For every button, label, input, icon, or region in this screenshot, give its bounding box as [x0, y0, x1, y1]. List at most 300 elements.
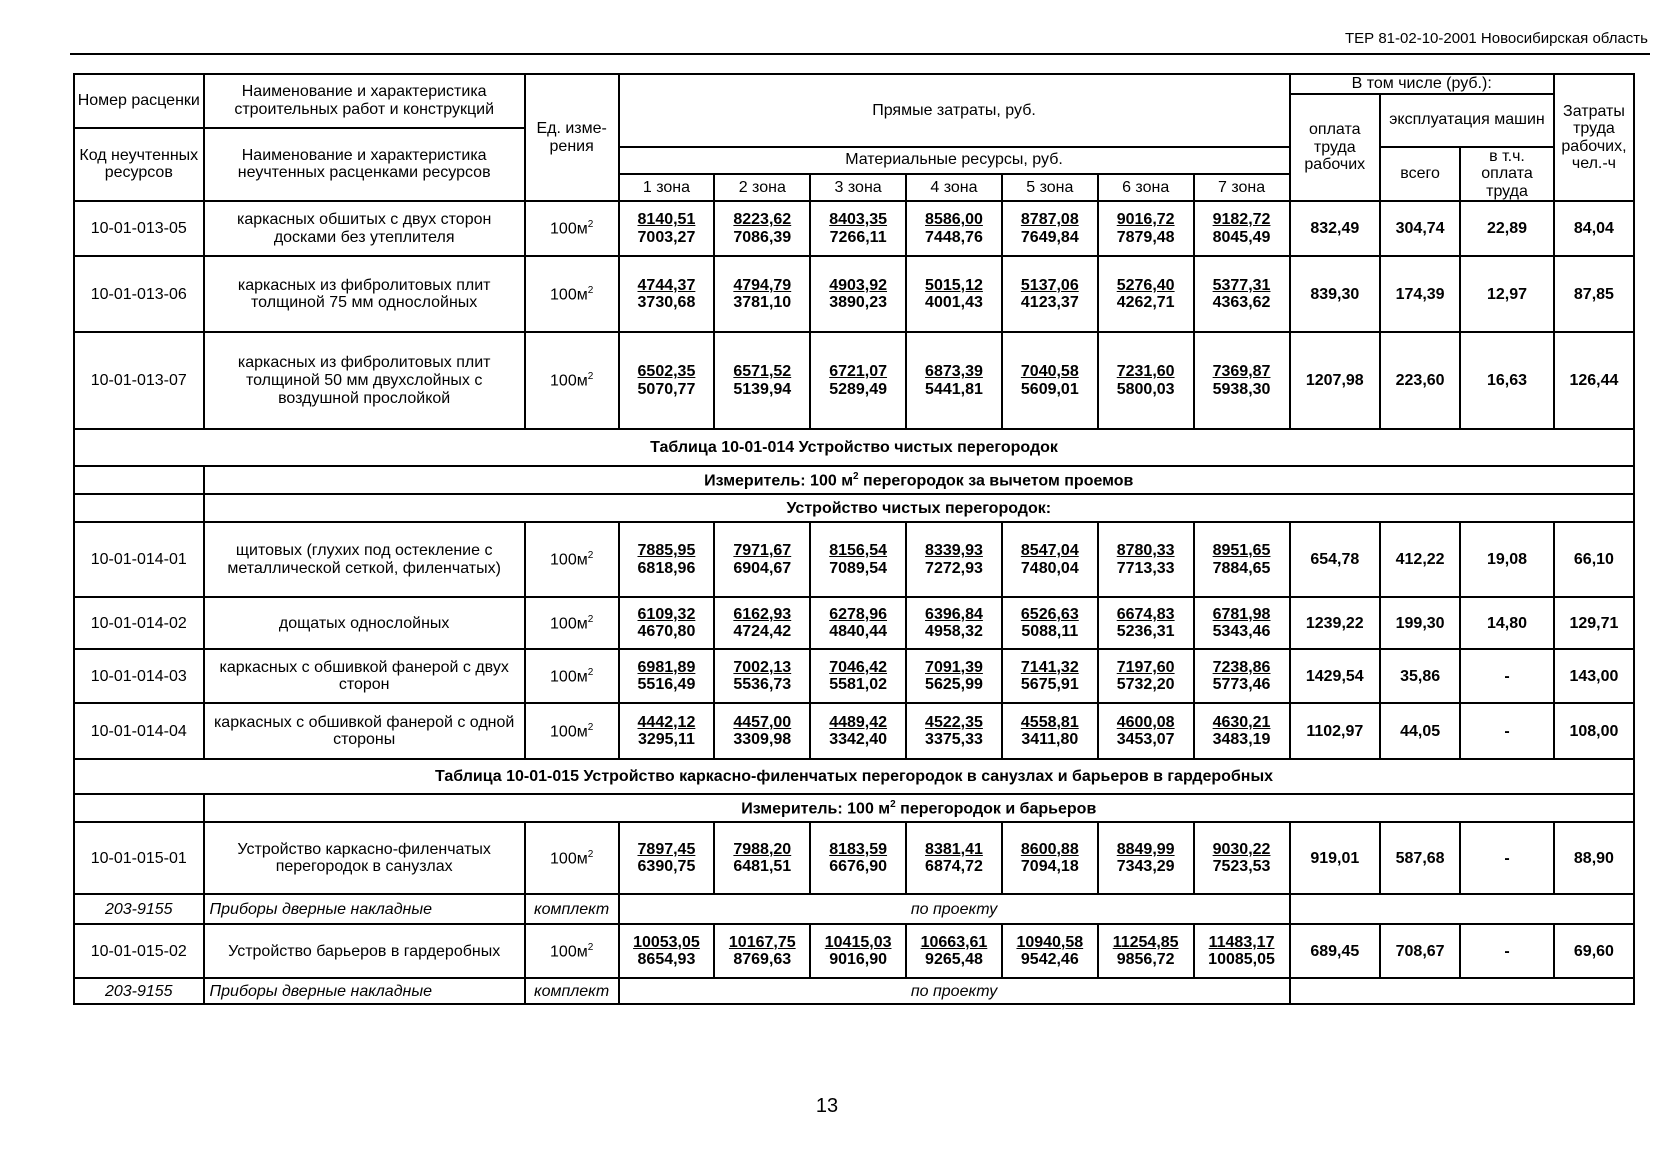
- zone-price: [906, 201, 1002, 256]
- zone-price: [906, 924, 1002, 978]
- price-total: 8381,41: [925, 840, 983, 858]
- labor-value: 66,10: [1554, 522, 1634, 597]
- price-total: 11254,85: [1112, 933, 1179, 951]
- price-materials: 5536,73: [733, 676, 792, 694]
- zone-price: [714, 822, 810, 894]
- price-total: 8140,51: [637, 211, 696, 229]
- resource-unit: комплект: [525, 894, 619, 924]
- zone-header: 1 зона: [619, 174, 715, 201]
- price-materials: 9016,90: [829, 951, 888, 969]
- exp-value: 412,22: [1380, 522, 1460, 597]
- exp-value: 174,39: [1380, 256, 1460, 332]
- zone-price: [714, 703, 810, 759]
- table-row: [74, 649, 1634, 703]
- exp-value: 199,30: [1380, 597, 1460, 649]
- unit-cell: [525, 703, 619, 759]
- price-materials: 3375,33: [925, 731, 983, 749]
- exp-value: 587,68: [1380, 822, 1460, 894]
- table-row: [74, 822, 1634, 894]
- wage-value: 1239,22: [1290, 597, 1381, 649]
- price-total: 7369,87: [1212, 363, 1271, 381]
- price-total: 5137,06: [1020, 276, 1079, 294]
- price-total: 7971,67: [733, 542, 792, 560]
- incl-value: -: [1460, 924, 1554, 978]
- price-total: 5015,12: [925, 276, 983, 294]
- rate-code: 10-01-014-02: [74, 597, 204, 649]
- unit-text: 100м: [550, 372, 588, 390]
- zone-price: [1002, 703, 1098, 759]
- zone-price: [1098, 522, 1194, 597]
- exp-value: 35,86: [1380, 649, 1460, 703]
- price-total: 8547,04: [1020, 542, 1079, 560]
- price-materials: 7272,93: [925, 559, 983, 577]
- col-exp-wage-header: в т.ч. оплата труда: [1460, 147, 1554, 202]
- empty-cell: [74, 794, 204, 822]
- incl-value: -: [1460, 649, 1554, 703]
- zone-price: [810, 703, 906, 759]
- zone-price: [1098, 924, 1194, 978]
- price-total: 7988,20: [733, 840, 792, 858]
- zone-price: [1194, 256, 1290, 332]
- price-total: 6781,98: [1212, 605, 1271, 623]
- measure-row: [74, 794, 1634, 822]
- table-row: [74, 332, 1634, 429]
- price-total: 7885,95: [637, 542, 696, 560]
- col-labor-header: Затраты труда рабочих, чел.-ч: [1554, 74, 1634, 201]
- price-total: 6526,63: [1020, 605, 1079, 623]
- price-materials: 6904,67: [733, 559, 792, 577]
- measure-prefix: Измеритель: 100 м: [741, 800, 891, 818]
- zone-price: [619, 256, 715, 332]
- resource-price: по проекту: [619, 894, 1290, 924]
- wage-value: 839,30: [1290, 256, 1381, 332]
- price-total: 10663,61: [920, 933, 988, 951]
- zone-price: [714, 649, 810, 703]
- labor-value: 88,90: [1554, 822, 1634, 894]
- unit-text: 100м: [550, 220, 588, 238]
- price-total: 8183,59: [829, 840, 888, 858]
- rate-code: 10-01-013-07: [74, 332, 204, 429]
- rate-name: щитовых (глухих под остекление с металлической сеткой, филенчатых): [204, 522, 525, 597]
- zone-price: [714, 201, 810, 256]
- price-materials: 3730,68: [637, 294, 696, 312]
- price-total: 10415,03: [824, 933, 892, 951]
- price-materials: 5070,77: [637, 380, 696, 398]
- section-title: Таблица 10-01-015 Устройство каркасно-филенчатых перегородок в санузлах и барьеров в гардеробных: [74, 759, 1634, 794]
- labor-value: 84,04: [1554, 201, 1634, 256]
- empty-cell: [1290, 978, 1635, 1004]
- price-total: 5377,31: [1212, 276, 1271, 294]
- price-materials: 3781,10: [733, 294, 792, 312]
- unit-cell: [525, 924, 619, 978]
- section-row: [74, 429, 1634, 466]
- zone-price: [810, 649, 906, 703]
- rate-name: каркасных с обшивкой фанерой с двух сторон: [204, 649, 525, 703]
- zone-price: [1194, 332, 1290, 429]
- col-name2-header: Наименование и характеристика неучтенных расценками ресурсов: [204, 128, 525, 202]
- unit-exponent: 2: [587, 721, 594, 733]
- rate-name: каркасных с обшивкой фанерой с одной стороны: [204, 703, 525, 759]
- incl-value: 22,89: [1460, 201, 1554, 256]
- zone-price: [1098, 822, 1194, 894]
- measure-suffix: перегородок и барьеров: [895, 800, 1097, 818]
- price-materials: 7266,11: [829, 228, 887, 246]
- price-materials: 6390,75: [637, 858, 696, 876]
- unit-exponent: 2: [587, 371, 594, 383]
- unit-text: 100м: [550, 850, 588, 868]
- table-row: [74, 201, 1634, 256]
- price-total: 4457,00: [733, 713, 792, 731]
- rates-table: [73, 73, 1635, 1005]
- zone-price: [1002, 597, 1098, 649]
- zone-price: [1002, 822, 1098, 894]
- price-total: 4558,81: [1020, 713, 1079, 731]
- zone-price: [906, 703, 1002, 759]
- unit-text: 100м: [550, 615, 588, 633]
- price-materials: 8769,63: [733, 951, 792, 969]
- wage-value: 1429,54: [1290, 649, 1381, 703]
- price-total: 8951,65: [1212, 542, 1271, 560]
- exp-value: 708,67: [1380, 924, 1460, 978]
- zone-price: [1194, 703, 1290, 759]
- zone-header: 7 зона: [1194, 174, 1290, 201]
- zone-price: [810, 201, 906, 256]
- price-total: 9182,72: [1212, 211, 1271, 229]
- price-materials: 3295,11: [637, 731, 695, 749]
- price-total: 8156,54: [829, 542, 888, 560]
- zone-price: [810, 924, 906, 978]
- rate-code: 10-01-015-02: [74, 924, 204, 978]
- zone-price: [1194, 924, 1290, 978]
- price-total: 6873,39: [925, 363, 983, 381]
- wage-value: 832,49: [1290, 201, 1381, 256]
- empty-cell: [1290, 894, 1635, 924]
- exp-value: 223,60: [1380, 332, 1460, 429]
- price-total: 4744,37: [637, 276, 696, 294]
- unit-exponent: 2: [587, 941, 594, 953]
- labor-value: 69,60: [1554, 924, 1634, 978]
- col-code-header: Код неучтенных ресурсов: [74, 128, 204, 202]
- price-materials: 3342,40: [829, 731, 888, 749]
- price-materials: 5938,30: [1212, 380, 1271, 398]
- price-total: 8586,00: [925, 211, 983, 229]
- zone-price: [1098, 703, 1194, 759]
- zone-price: [810, 597, 906, 649]
- incl-value: 19,08: [1460, 522, 1554, 597]
- resource-row: [74, 894, 1634, 924]
- zone-price: [1098, 256, 1194, 332]
- col-unit-header: Ед. изме-рения: [525, 74, 619, 201]
- price-materials: 3890,23: [829, 294, 888, 312]
- price-materials: 4363,62: [1212, 294, 1271, 312]
- zone-price: [1194, 201, 1290, 256]
- zone-price: [714, 924, 810, 978]
- price-materials: 3411,80: [1021, 731, 1079, 749]
- subtitle-text: Устройство чистых перегородок:: [204, 494, 1634, 522]
- price-total: 7141,32: [1020, 658, 1079, 676]
- zone-price: [619, 332, 715, 429]
- price-total: 4489,42: [829, 713, 888, 731]
- col-incl-header: В том числе (руб.):: [1290, 74, 1554, 94]
- price-total: 4442,12: [637, 713, 696, 731]
- price-materials: 4001,43: [925, 294, 983, 312]
- measure-text: [204, 794, 1634, 822]
- col-materials-header: Материальные ресурсы, руб.: [619, 147, 1290, 174]
- price-materials: 5581,02: [829, 676, 888, 694]
- zone-price: [619, 597, 715, 649]
- incl-value: 12,97: [1460, 256, 1554, 332]
- price-total: 4794,79: [733, 276, 792, 294]
- price-total: 7197,60: [1116, 658, 1175, 676]
- price-total: 6396,84: [925, 605, 983, 623]
- table-row: [74, 924, 1634, 978]
- price-total: 7002,13: [733, 658, 792, 676]
- price-total: 8849,99: [1116, 840, 1175, 858]
- rate-code: 10-01-013-05: [74, 201, 204, 256]
- price-materials: 4262,71: [1116, 294, 1175, 312]
- unit-cell: [525, 332, 619, 429]
- price-materials: 5625,99: [925, 676, 983, 694]
- wage-value: 654,78: [1290, 522, 1381, 597]
- zone-price: [1098, 649, 1194, 703]
- price-materials: 4123,37: [1020, 294, 1079, 312]
- unit-text: 100м: [550, 723, 588, 741]
- price-materials: 5732,20: [1116, 676, 1175, 694]
- zone-price: [1098, 332, 1194, 429]
- col-direct-header: Прямые затраты, руб.: [619, 74, 1290, 147]
- price-materials: 5609,01: [1020, 380, 1079, 398]
- price-materials: 4958,32: [925, 623, 983, 641]
- price-total: 8787,08: [1020, 211, 1079, 229]
- price-total: 4522,35: [925, 713, 983, 731]
- zone-price: [1002, 649, 1098, 703]
- zone-price: [1098, 201, 1194, 256]
- price-total: 6721,07: [829, 363, 888, 381]
- resource-unit: комплект: [525, 978, 619, 1004]
- price-materials: 8045,49: [1212, 228, 1271, 246]
- zone-price: [906, 256, 1002, 332]
- exp-value: 304,74: [1380, 201, 1460, 256]
- unit-exponent: 2: [587, 284, 594, 296]
- price-materials: 9856,72: [1116, 951, 1175, 969]
- zone-price: [714, 597, 810, 649]
- col-num-header: Номер расценки: [74, 74, 204, 128]
- price-total: 7897,45: [637, 840, 696, 858]
- zone-price: [1002, 924, 1098, 978]
- price-total: 4600,08: [1116, 713, 1175, 731]
- labor-value: 126,44: [1554, 332, 1634, 429]
- zone-price: [1002, 332, 1098, 429]
- price-total: 6674,83: [1116, 605, 1175, 623]
- table-row: [74, 256, 1634, 332]
- resource-code: 203-9155: [74, 978, 204, 1004]
- zone-price: [810, 256, 906, 332]
- incl-value: 16,63: [1460, 332, 1554, 429]
- labor-value: 143,00: [1554, 649, 1634, 703]
- zone-price: [619, 822, 715, 894]
- incl-value: 14,80: [1460, 597, 1554, 649]
- price-materials: 7480,04: [1020, 559, 1079, 577]
- zone-price: [810, 822, 906, 894]
- zone-price: [906, 522, 1002, 597]
- price-materials: 5675,91: [1020, 676, 1079, 694]
- price-total: 8339,93: [925, 542, 983, 560]
- zone-price: [714, 332, 810, 429]
- zone-price: [1194, 522, 1290, 597]
- price-total: 9016,72: [1116, 211, 1175, 229]
- zone-price: [1194, 597, 1290, 649]
- page-number: 13: [815, 1095, 839, 1117]
- measure-exponent: 2: [890, 798, 896, 810]
- price-total: 6162,93: [733, 605, 792, 623]
- price-materials: 7884,65: [1212, 559, 1271, 577]
- price-materials: 5236,31: [1116, 623, 1175, 641]
- zone-price: [810, 332, 906, 429]
- zone-price: [810, 522, 906, 597]
- unit-exponent: 2: [587, 848, 594, 860]
- price-materials: 3483,19: [1212, 731, 1271, 749]
- unit-text: 100м: [550, 943, 588, 961]
- document-header: ТЕР 81-02-10-2001 Новосибирская область: [1345, 30, 1648, 47]
- section-title: Таблица 10-01-014 Устройство чистых перегородок: [74, 429, 1634, 466]
- zone-header: 6 зона: [1098, 174, 1194, 201]
- price-materials: 4724,42: [733, 623, 792, 641]
- wage-value: 1102,97: [1290, 703, 1381, 759]
- unit-cell: [525, 597, 619, 649]
- price-total: 7046,42: [829, 658, 888, 676]
- unit-cell: [525, 649, 619, 703]
- price-materials: 7343,29: [1116, 858, 1175, 876]
- unit-exponent: 2: [587, 666, 594, 678]
- price-materials: 5441,81: [925, 380, 983, 398]
- price-materials: 9542,46: [1020, 951, 1079, 969]
- price-total: 7231,60: [1116, 363, 1175, 381]
- labor-value: 87,85: [1554, 256, 1634, 332]
- price-total: 10053,05: [633, 933, 700, 951]
- zone-price: [1002, 522, 1098, 597]
- price-materials: 5088,11: [1021, 623, 1079, 641]
- price-total: 7040,58: [1020, 363, 1079, 381]
- price-materials: 8654,93: [637, 951, 696, 969]
- price-total: 8780,33: [1116, 542, 1175, 560]
- price-materials: 9265,48: [925, 951, 983, 969]
- unit-text: 100м: [550, 551, 588, 569]
- price-materials: 5800,03: [1116, 380, 1175, 398]
- rate-code: 10-01-014-01: [74, 522, 204, 597]
- unit-cell: [525, 256, 619, 332]
- measure-prefix: Измеритель: 100 м: [704, 472, 854, 490]
- price-total: 8600,88: [1020, 840, 1079, 858]
- exp-value: 44,05: [1380, 703, 1460, 759]
- incl-value: -: [1460, 822, 1554, 894]
- rate-name: Устройство каркасно-филенчатых перегородок в санузлах: [204, 822, 525, 894]
- table-row: [74, 522, 1634, 597]
- price-materials: 5139,94: [733, 380, 792, 398]
- unit-cell: [525, 201, 619, 256]
- rate-name: каркасных из фибролитовых плит толщиной 75 мм однослойных: [204, 256, 525, 332]
- section-row: [74, 759, 1634, 794]
- col-exp-header: эксплуатация машин: [1380, 94, 1554, 147]
- unit-text: 100м: [550, 286, 588, 304]
- price-materials: 6874,72: [925, 858, 983, 876]
- price-materials: 5773,46: [1212, 676, 1271, 694]
- zone-price: [1194, 649, 1290, 703]
- price-materials: 10085,05: [1208, 951, 1275, 969]
- price-total: 7091,39: [925, 658, 983, 676]
- zone-header: 3 зона: [810, 174, 906, 201]
- zone-price: [1194, 822, 1290, 894]
- empty-cell: [74, 494, 204, 522]
- labor-value: 108,00: [1554, 703, 1634, 759]
- zone-price: [619, 522, 715, 597]
- zone-price: [619, 201, 715, 256]
- incl-value: -: [1460, 703, 1554, 759]
- resource-name: Приборы дверные накладные: [204, 978, 525, 1004]
- price-total: 9030,22: [1212, 840, 1271, 858]
- resource-row: [74, 978, 1634, 1004]
- zone-header: 2 зона: [714, 174, 810, 201]
- price-total: 10167,75: [728, 933, 796, 951]
- subtitle-row: [74, 494, 1634, 522]
- zone-price: [906, 597, 1002, 649]
- zone-price: [1002, 256, 1098, 332]
- unit-exponent: 2: [587, 550, 594, 562]
- price-total: 6981,89: [637, 658, 696, 676]
- empty-cell: [74, 466, 204, 494]
- zone-price: [906, 649, 1002, 703]
- price-total: 7238,86: [1212, 658, 1271, 676]
- resource-price: по проекту: [619, 978, 1290, 1004]
- price-total: 5276,40: [1116, 276, 1175, 294]
- measure-suffix: перегородок за вычетом проемов: [858, 472, 1134, 490]
- price-total: 4630,21: [1212, 713, 1271, 731]
- zone-price: [1098, 597, 1194, 649]
- price-total: 6109,32: [637, 605, 696, 623]
- price-materials: 4670,80: [637, 623, 696, 641]
- rate-code: 10-01-014-04: [74, 703, 204, 759]
- unit-exponent: 2: [587, 613, 594, 625]
- rate-name: дощатых однослойных: [204, 597, 525, 649]
- price-materials: 5289,49: [829, 380, 888, 398]
- zone-price: [906, 332, 1002, 429]
- unit-text: 100м: [550, 668, 588, 686]
- rate-code: 10-01-014-03: [74, 649, 204, 703]
- wage-value: 1207,98: [1290, 332, 1381, 429]
- price-materials: 6676,90: [829, 858, 888, 876]
- price-total: 4903,92: [829, 276, 888, 294]
- wage-value: 919,01: [1290, 822, 1381, 894]
- zone-price: [714, 522, 810, 597]
- price-materials: 7713,33: [1116, 559, 1175, 577]
- measure-exponent: 2: [853, 470, 859, 482]
- price-materials: 3309,98: [733, 731, 792, 749]
- price-materials: 7448,76: [925, 228, 983, 246]
- price-materials: 5516,49: [637, 676, 696, 694]
- price-materials: 6818,96: [637, 559, 696, 577]
- col-wage-header: оплата труда рабочих: [1290, 94, 1381, 202]
- zone-price: [619, 703, 715, 759]
- price-materials: 7086,39: [733, 228, 792, 246]
- measure-row: [74, 466, 1634, 494]
- price-materials: 7523,53: [1212, 858, 1271, 876]
- price-total: 11483,17: [1208, 933, 1275, 951]
- zone-price: [619, 924, 715, 978]
- zone-price: [714, 256, 810, 332]
- price-total: 6571,52: [733, 363, 792, 381]
- price-total: 8223,62: [733, 211, 792, 229]
- rate-name: каркасных из фибролитовых плит толщиной 50 мм двухслойных с воздушной прослойкой: [204, 332, 525, 429]
- header-divider: [70, 53, 1650, 55]
